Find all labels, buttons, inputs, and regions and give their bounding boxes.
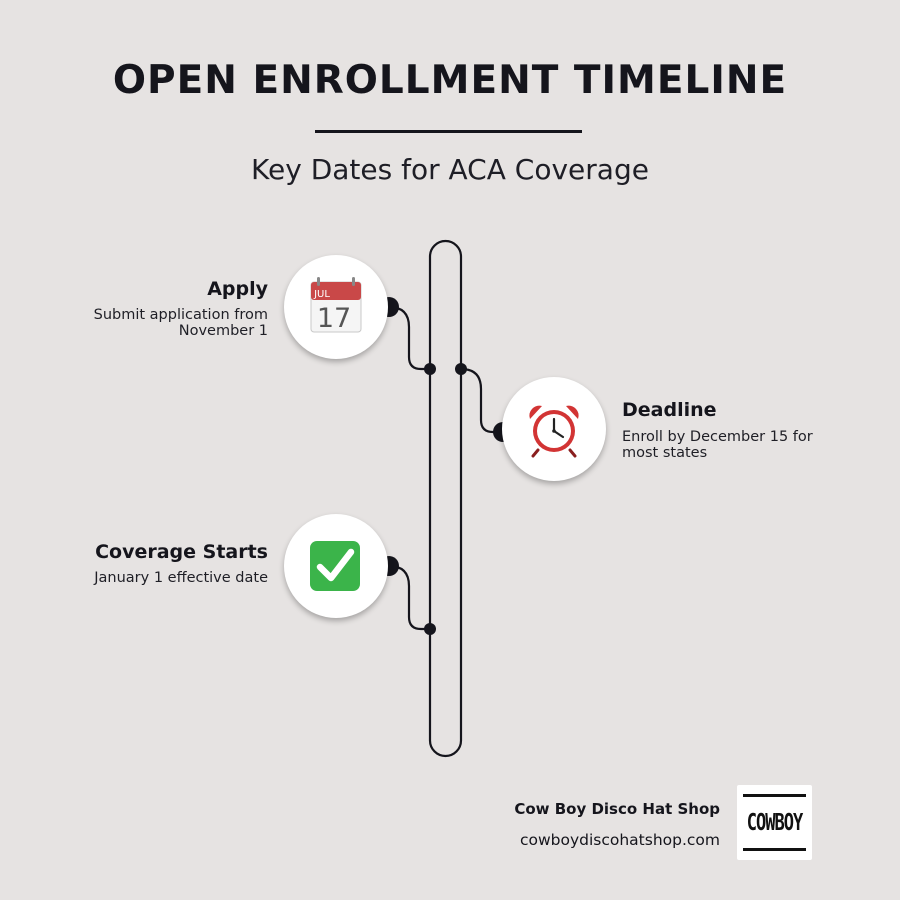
- step-desc-coverage: January 1 effective date: [94, 570, 268, 586]
- calendar-icon: [284, 255, 388, 359]
- node-coverage-small: [424, 623, 436, 635]
- brand-logo: [737, 785, 812, 860]
- step-desc-apply: Submit application from November 1: [93, 307, 268, 339]
- connector-coverage: [389, 566, 430, 629]
- page-subtitle: Key Dates for ACA Coverage: [251, 153, 649, 186]
- node-deadline-small: [455, 363, 467, 375]
- step-desc-deadline: Enroll by December 15 for most states: [622, 429, 813, 461]
- step-title-apply: Apply: [207, 278, 268, 300]
- page-title: OPEN ENROLLMENT TIMELINE: [112, 58, 788, 103]
- logo-text: COWBOY: [746, 809, 803, 837]
- check-mark-icon: [284, 514, 388, 618]
- brand-website-link[interactable]: cowboydiscohatshop.com: [519, 831, 720, 849]
- brand-name: Cow Boy Disco Hat Shop: [514, 800, 720, 818]
- logo-top-bar: [743, 794, 806, 797]
- node-apply-small: [424, 363, 436, 375]
- step-title-deadline: Deadline: [622, 399, 717, 421]
- calendar-day-label: 17: [316, 303, 352, 334]
- step-title-coverage: Coverage Starts: [95, 541, 268, 563]
- connector-deadline: [461, 369, 503, 432]
- apply-icon-circle: [284, 255, 388, 359]
- deadline-icon-circle: [502, 377, 606, 481]
- logo-bottom-bar: [743, 848, 806, 851]
- alarm-clock-icon: [502, 377, 606, 481]
- timeline-rail: [430, 241, 461, 756]
- connector-apply: [389, 307, 430, 369]
- calendar-month-label: JUL: [314, 289, 330, 300]
- coverage-icon-circle: [284, 514, 388, 618]
